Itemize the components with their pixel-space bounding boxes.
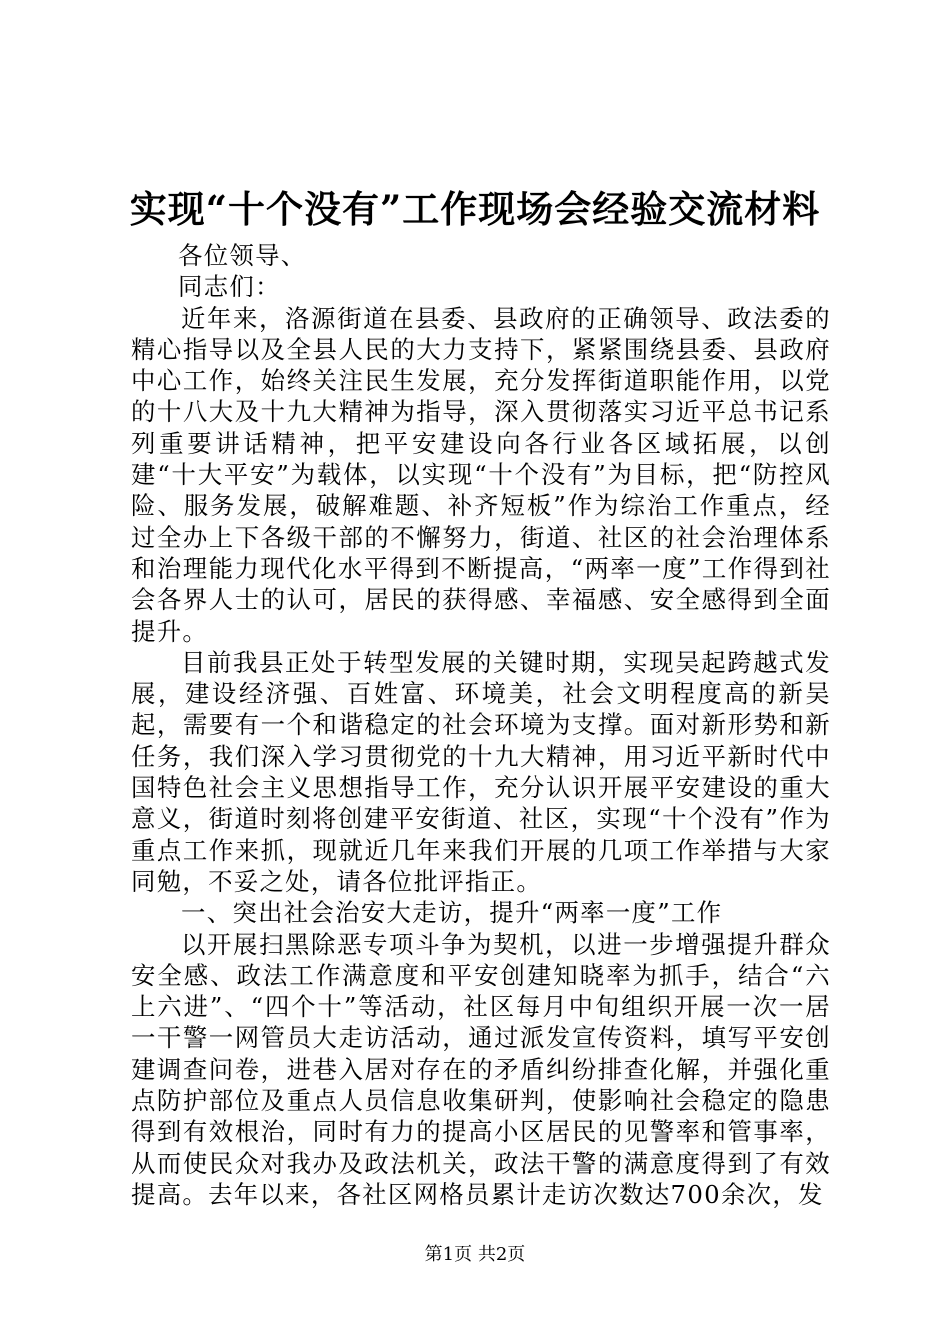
- section-heading-1: 一、突出社会治安大走访，提升“两率一度”工作: [181, 898, 723, 928]
- paragraph-context: 目前我县正处于转型发展的关键时期，实现吴起跨越式发展，建设经济强、百姓富、环境美，社会文明程度高的新吴起，需要有一个和谐稳定的社会环境为支撑。面对新形势和新任务，我们深入学习贯彻党的十九大精神，用习近平新时代中国特色社会主义思想指导工作，充分认识开展平安建设的重大意义，街道时刻将创建平安街道、社区，实现“十个没有”作为重点工作来抓，现就近几年来我们开展的几项工作举措与大家同勉，不妥之处，请各位批评指正。: [131, 647, 831, 896]
- paragraph-intro: 近年来，洛源街道在县委、县政府的正确领导、政法委的精心指导以及全县人民的大力支持下，紧紧围绕县委、县政府中心工作，始终关注民生发展，充分发挥街道职能作用，以党的十八大及十九大精神为指导，深入贯彻落实习近平总书记系列重要讲话精神，把平安建设向各行业各区域拓展，以创建“十大平安”为载体，以实现“十个没有”为目标，把“防控风险、服务发展，破解难题、补齐短板”作为综治工作重点，经过全办上下各级干部的不懈努力，街道、社区的社会治理体系和治理能力现代化水平得到不断提高，“两率一度”工作得到社会各界人士的认可，居民的获得感、幸福感、安全感得到全面提升。: [131, 303, 831, 646]
- paragraph-section-1: 以开展扫黑除恶专项斗争为契机，以进一步增强提升群众安全感、政法工作满意度和平安创建知晓率为抓手，结合“六上六进”、“四个十”等活动，社区每月中旬组织开展一次一居一干警一网管员大走访活动，通过派发宣传资料，填写平安创建调查问卷，进巷入居对存在的矛盾纠纷排查化解，并强化重点防护部位及重点人员信息收集研判，使影响社会稳定的隐患得到有效根治，同时有力的提高小区居民的见警率和管事率，从而使民众对我办及政法机关，政法干警的满意度得到了有效提高。去年以来，各社区网格员累计走访次数达700余次，发: [131, 929, 831, 1209]
- salutation-comrades: 同志们：: [178, 272, 281, 302]
- page-footer: 第1页 共2页: [424, 1244, 526, 1265]
- document-body: [131, 240, 831, 1210]
- salutation-leaders: 各位领导、: [178, 241, 307, 270]
- document-title: 实现“十个没有”工作现场会经验交流材料: [129, 187, 821, 231]
